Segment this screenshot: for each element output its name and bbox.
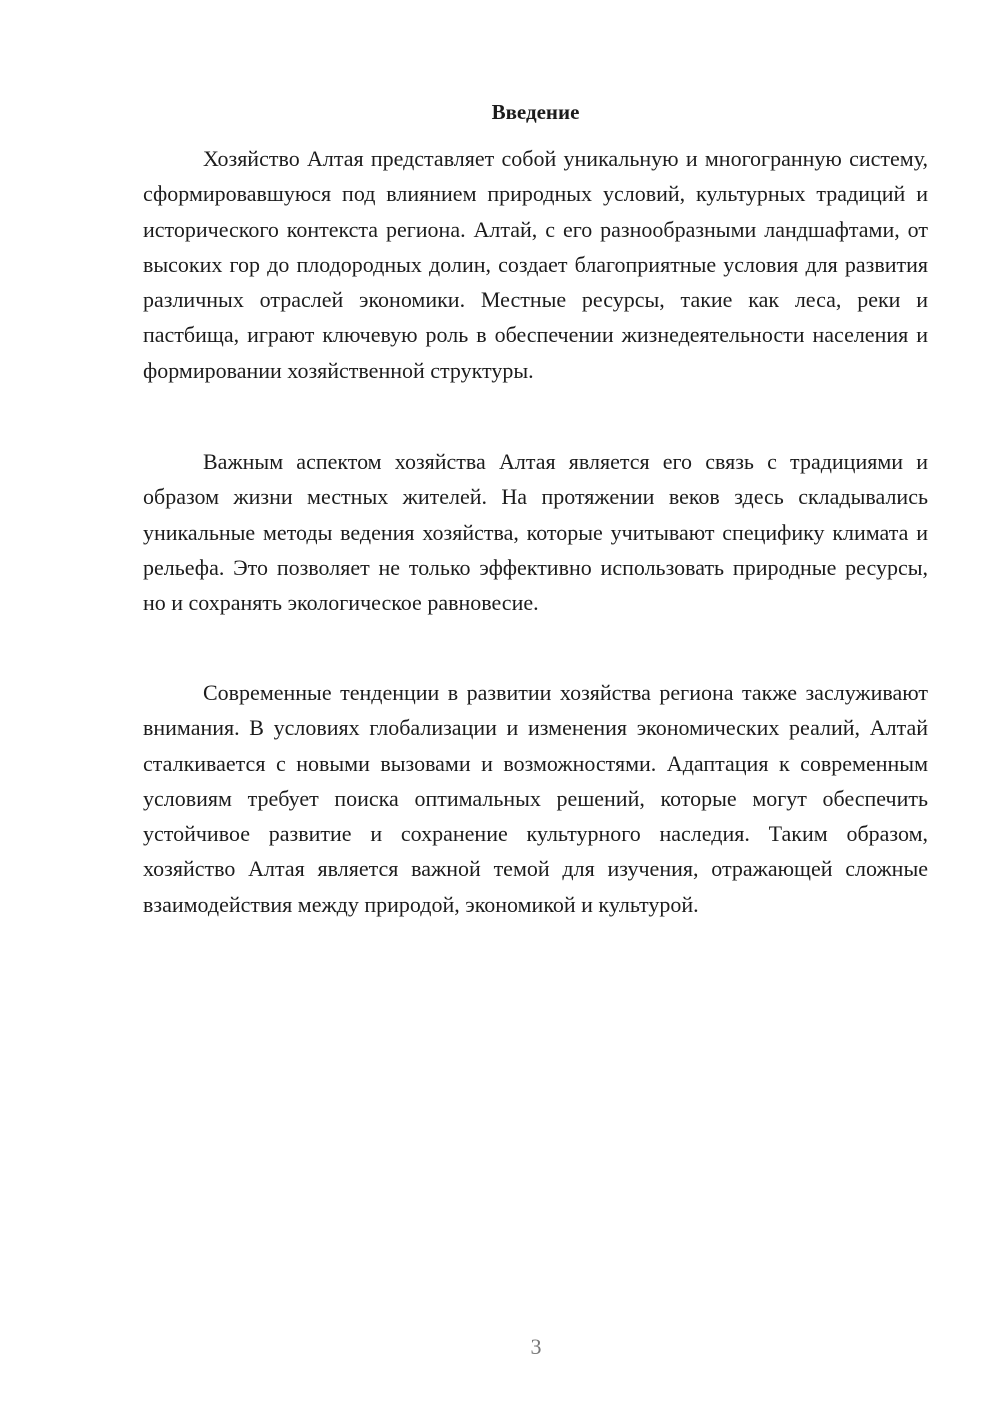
intro-paragraph-3: Современные тенденции в развитии хозяйства региона также заслуживают внимания. В условиях глобализации и изменения экономических реалий, Алтай сталкивается с новыми вызовами и возможностями. Адаптация к современным условиям требует поиска оптимальных решений, которые могут обеспечить устойчивое развитие и сохранение культурного наследия. Таким образом, хозяйство Алтая является важной темой для изучения, отражающей сложные взаимодействия между природой, экономикой и культурой. [143,680,928,917]
page-title: Введение [491,100,580,124]
page-number: 3 [530,1334,542,1359]
intro-paragraph-2: Важным аспектом хозяйства Алтая является его связь с традициями и образом жизни местных жителей. На протяжении веков здесь складывались уникальные методы ведения хозяйства, которые учитывают специфику климата и рельефа. Это позволяет не только эффективно использовать природные ресурсы, но и сохранять экологическое равновесие. [143,449,928,616]
intro-paragraph-1: Хозяйство Алтая представляет собой уникальную и многогранную систему, сформировавшуюся под влиянием природных условий, культурных традиций и исторического контекста региона. Алтай, с его разнообразными ландшафтами, от высоких гор до плодородных долин, создает благоприятные условия для развития различных отраслей экономики. Местные ресурсы, такие как леса, реки и пастбища, играют ключевую роль в обеспечении жизнедеятельности населения и формировании хозяйственной структуры. [143,146,928,383]
